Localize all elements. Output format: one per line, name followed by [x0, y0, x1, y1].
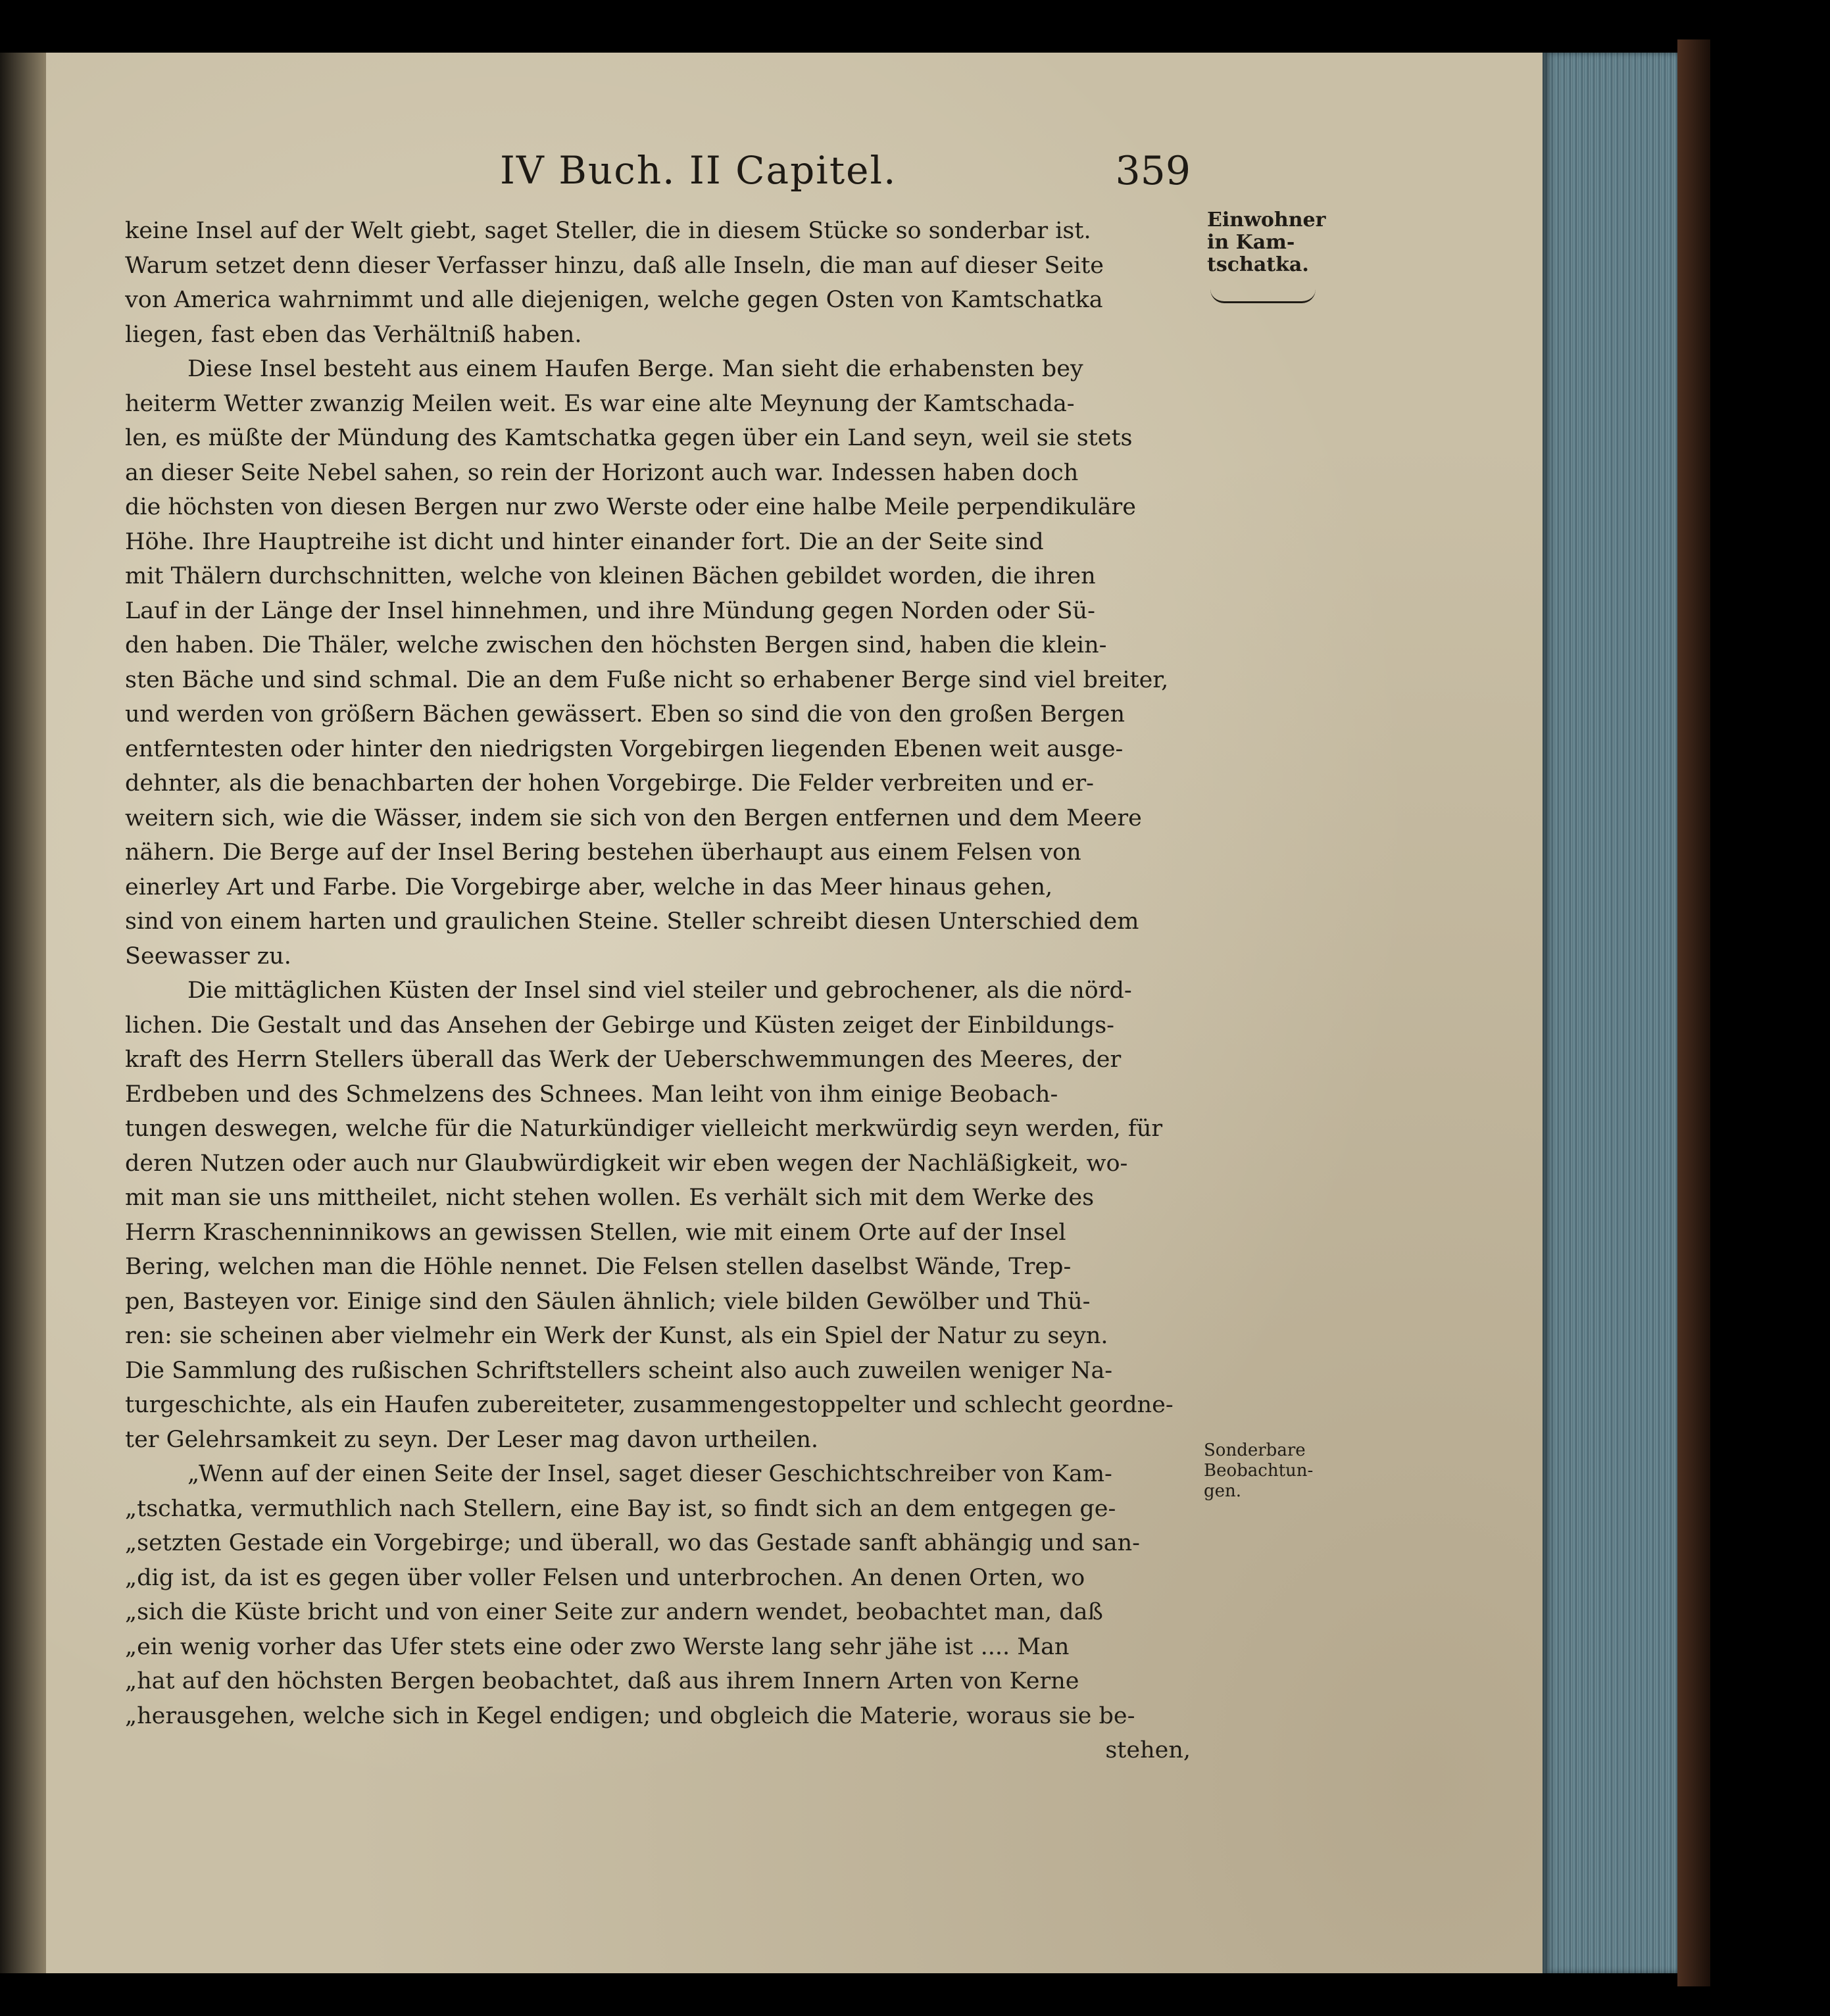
- text-line: keine Insel auf der Welt giebt, saget Steller, die in diesem Stücke so sonderbar ist.: [125, 218, 1091, 244]
- text-line: und werden von größern Bächen gewässert. Eben so sind die von den großen Bergen: [125, 701, 1125, 727]
- text-line: kraft des Herrn Stellers überall das Werk der Ueberschwemmungen des Meeres, der: [125, 1046, 1122, 1073]
- text-line: turgeschichte, als ein Haufen zubereiteter, zusammengestoppelter und schlecht geordne-: [125, 1392, 1174, 1418]
- marginal-note-line: tschatka.: [1207, 253, 1309, 276]
- text-line: Erdbeben und des Schmelzens des Schnees. Man leiht von ihm einige Beobach-: [125, 1081, 1058, 1108]
- page-edges: [1543, 53, 1677, 1973]
- text-line: Lauf in der Länge der Insel hinnehmen, und ihre Mündung gegen Norden oder Sü-: [125, 597, 1095, 624]
- text-line: lichen. Die Gestalt und das Ansehen der Gebirge und Küsten zeiget der Einbildungs-: [125, 1012, 1115, 1039]
- book-gutter: [0, 53, 46, 1973]
- text-line: den haben. Die Thäler, welche zwischen den höchsten Bergen sind, haben die klein-: [125, 632, 1107, 658]
- text-line: Warum setzet denn dieser Verfasser hinzu, daß alle Inseln, die man auf dieser Seite: [125, 252, 1104, 279]
- text-line: liegen, fast eben das Verhältniß haben.: [125, 321, 582, 348]
- text-line: Die mittäglichen Küsten der Insel sind viel steiler und gebrochener, als die nörd-: [187, 977, 1132, 1004]
- text-line: mit Thälern durchschnitten, welche von kleinen Bächen gebildet worden, die ihren: [125, 563, 1096, 589]
- text-line: ter Gelehrsamkeit zu seyn. Der Leser mag davon urtheilen.: [125, 1426, 818, 1453]
- text-line: pen, Basteyen vor. Einige sind den Säulen ähnlich; viele bilden Gewölber und Thü-: [125, 1288, 1091, 1315]
- text-line: „hat auf den höchsten Bergen beobachtet, daß aus ihrem Innern Arten von Kerne: [125, 1668, 1079, 1694]
- text-line: Die Sammlung des rußischen Schriftstellers scheint also auch zuweilen weniger Na-: [125, 1357, 1113, 1384]
- text-line: tungen deswegen, welche für die Naturkündiger vielleicht merkwürdig seyn werden, für: [125, 1116, 1163, 1142]
- text-line: „herausgehen, welche sich in Kegel endigen; und obgleich die Materie, woraus sie be-: [125, 1702, 1135, 1729]
- body-text: [125, 214, 1191, 1768]
- marginal-note-line: Einwohner: [1207, 209, 1326, 232]
- text-line: sten Bäche und sind schmal. Die an dem Fuße nicht so erhabener Berge sind viel breiter,: [125, 666, 1169, 693]
- text-line: Bering, welchen man die Höhle nennet. Die Felsen stellen daselbst Wände, Trep-: [125, 1254, 1072, 1280]
- text-line: einerley Art und Farbe. Die Vorgebirge aber, welche in das Meer hinaus gehen,: [125, 873, 1053, 900]
- text-line: „Wenn auf der einen Seite der Insel, saget dieser Geschichtschreiber von Kam-: [187, 1461, 1112, 1487]
- page-header: [500, 148, 1191, 201]
- text-line: Seewasser zu.: [125, 943, 291, 970]
- text-line: von America wahrnimmt und alle diejenigen, welche gegen Osten von Kamtschatka: [125, 287, 1103, 313]
- text-line: heiterm Wetter zwanzig Meilen weit. Es war eine alte Meynung der Kamtschada-: [125, 390, 1075, 417]
- marginal-note-observations: [1204, 1440, 1313, 1502]
- text-line: „setzten Gestade ein Vorgebirge; und überall, wo das Gestade sanft abhängig und san-: [125, 1530, 1140, 1556]
- text-line: Herrn Kraschenninnikows an gewissen Stellen, wie mit einem Orte auf der Insel: [125, 1219, 1066, 1246]
- text-line: len, es müßte der Mündung des Kamtschatka gegen über ein Land seyn, weil sie stets: [125, 425, 1133, 451]
- text-line: an dieser Seite Nebel sahen, so rein der Horizont auch war. Indessen haben doch: [125, 459, 1079, 486]
- text-line: „dig ist, da ist es gegen über voller Felsen und unterbrochen. An denen Orten, wo: [125, 1564, 1085, 1591]
- text-line: „sich die Küste bricht und von einer Seite zur andern wendet, beobachtet man, daß: [125, 1599, 1103, 1625]
- text-line: mit man sie uns mittheilet, nicht stehen wollen. Es verhält sich mit dem Werke des: [125, 1185, 1095, 1211]
- text-line: weitern sich, wie die Wässer, indem sie sich von den Bergen entfernen und dem Meere: [125, 804, 1142, 831]
- book-cover-edge: [1677, 39, 1710, 1986]
- page-number: 359: [1115, 148, 1191, 194]
- marginal-note-line: in Kam-: [1207, 231, 1295, 254]
- marginal-brace: [1210, 289, 1316, 303]
- text-line: „tschatka, vermuthlich nach Stellern, eine Bay ist, so findt sich an dem entgegen ge-: [125, 1495, 1116, 1522]
- text-line: die höchsten von diesen Bergen nur zwo Werste oder eine halbe Meile perpendikuläre: [125, 494, 1136, 520]
- catchword-line: stehen,: [1105, 1737, 1191, 1763]
- text-line: „ein wenig vorher das Ufer stets eine oder zwo Werste lang sehr jähe ist .... Man: [125, 1633, 1070, 1660]
- text-line: deren Nutzen oder auch nur Glaubwürdigkeit wir eben wegen der Nachläßigkeit, wo-: [125, 1150, 1128, 1177]
- running-head: IV Buch. II Capitel.: [500, 148, 897, 193]
- marginal-note-line: Sonderbare: [1204, 1440, 1306, 1460]
- marginal-note-line: gen.: [1204, 1481, 1242, 1501]
- marginal-note-inhabitants: [1207, 209, 1325, 276]
- text-line: ren: sie scheinen aber vielmehr ein Werk der Kunst, als ein Spiel der Natur zu seyn.: [125, 1323, 1108, 1349]
- text-line: Höhe. Ihre Hauptreihe ist dicht und hinter einander fort. Die an der Seite sind: [125, 528, 1044, 555]
- text-line: nähern. Die Berge auf der Insel Bering bestehen überhaupt aus einem Felsen von: [125, 839, 1081, 866]
- text-line: dehnter, als die benachbarten der hohen Vorgebirge. Die Felder verbreiten und er-: [125, 770, 1094, 797]
- text-line: entferntesten oder hinter den niedrigsten Vorgebirgen liegenden Ebenen weit ausge-: [125, 735, 1124, 762]
- text-line: sind von einem harten und graulichen Steine. Steller schreibt diesen Unterschied dem: [125, 908, 1139, 935]
- text-line: Diese Insel besteht aus einem Haufen Berge. Man sieht die erhabensten bey: [187, 356, 1083, 382]
- marginal-note-line: Beobachtun-: [1204, 1461, 1314, 1481]
